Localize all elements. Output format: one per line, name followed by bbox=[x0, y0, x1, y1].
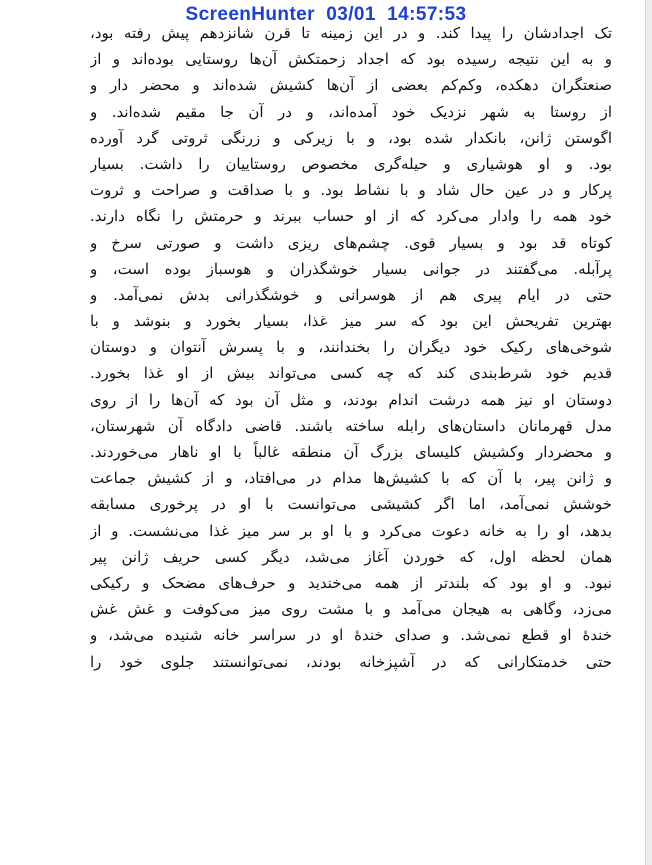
page-edge bbox=[645, 0, 652, 865]
text-line: خوشش نمی‌آمد، اما اگر کشیشی می‌توانست با او در پرخوری مسابقه bbox=[90, 495, 612, 514]
text-line: بود. و او هوشیاری و حیله‌گری مخصوص روستاییان را داشت. بسیار bbox=[90, 154, 612, 173]
text-line: صنعتگران دهکده، وکم‌کم بعضی از آن‌ها کشیش شده‌اند و محضر دار و bbox=[90, 76, 612, 95]
text-line: و به این نتیجه رسیده بود که اجداد زحمتکش آن‌ها روستایی بوده‌اند و از bbox=[90, 50, 612, 69]
text-line: حتی خدمتکارانی که در آشپزخانه بودند، نمی‌توانستند جلوی خود را bbox=[90, 652, 612, 671]
text-line: کوتاه قد بود و بسیار قوی. چشم‌های ریزی داشت و صورتی سرخ و bbox=[90, 233, 612, 252]
text-line: همان لحظه اول، که خوردن آغاز می‌شد، دیگر کسی حریف ژانن پیر bbox=[90, 547, 612, 566]
text-line: شوخی‌های رکیک خود دیگران را بخندانند، و با پسرش آنتوان و دوستان bbox=[90, 338, 612, 357]
text-line: پرآبله. می‌گفتند در جوانی بسیار خوشگذران و هوسباز بوده است، و bbox=[90, 259, 612, 278]
body-text bbox=[90, 20, 612, 675]
text-line: می‌زد، وگاهی به هیجان می‌آمد و با مشت روی میز می‌کوفت و غش غش bbox=[90, 600, 612, 619]
text-line: و محضردار وکشیش کلیسای بزرگ آن منطقه غالباً با او ناهار می‌خوردند. bbox=[90, 443, 612, 461]
text-line: از روستا به شهر نزدیک خود آمده‌اند، و در آن جا مقیم شده‌اند. و bbox=[90, 102, 612, 121]
screenhunter-watermark: ScreenHunter 03/01 14:57:53 bbox=[185, 4, 467, 25]
text-line: پرکار و در عین حال شاد و با نشاط بود. و با صداقت و صراحت و ثروت bbox=[90, 181, 612, 200]
text-line: مدل قهرمانان داستان‌های رابله ساخته باشند. قاضی دادگاه آن شهرستان، bbox=[90, 416, 612, 435]
text-line: اگوستن ژانن، بانکدار شده بود، و با زیرکی و زرنگی ثروتی گرد آورده bbox=[90, 128, 612, 147]
text-line: بهترین تفریحش این بود که سر میز غذا، بسیار بخورد و بنوشد و با bbox=[90, 312, 612, 331]
text-line: و ژانن پیر، با آن که با کشیش‌ها مدام در می‌افتاد، و از کشیش جماعت bbox=[90, 469, 612, 488]
text-line: دوستان او نیز همه درشت اندام بودند، و مثل آن بود که آن‌ها را از روی bbox=[90, 390, 612, 409]
text-line: بدهد، او را به خانه دعوت می‌کرد و با او بر سر میز غذا می‌نشست. و از bbox=[90, 521, 612, 540]
text-line: حتی در ایام پیری هم از هوسرانی و خوشگذرانی بدش نمی‌آمد. و bbox=[90, 285, 612, 304]
text-line: تک اجدادشان را پیدا کند. و در این زمینه تا قرن شانزدهم پیش رفته بود، bbox=[90, 24, 612, 42]
text-line: خندهٔ او قطع نمی‌شد. و صدای خندهٔ او در سراسر خانه شنیده می‌شد، و bbox=[90, 626, 612, 645]
text-line: قدیم خود شرط‌بندی کند که چه کسی می‌تواند بیش از او غذا بخورد. bbox=[90, 364, 612, 383]
text-line: خود همه را وادار می‌کرد که از او حساب ببرند و حرمتش را نگاه دارند. bbox=[90, 207, 612, 226]
text-line: نبود. و او بود که بلندتر از همه می‌خندید و حرف‌های مضحک و رکیکی bbox=[90, 573, 612, 592]
